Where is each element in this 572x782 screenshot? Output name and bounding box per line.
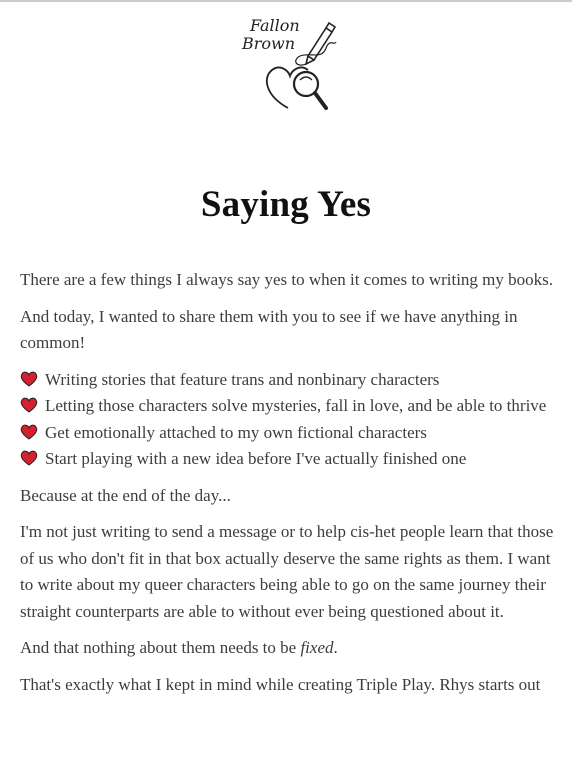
paragraph-3: Because at the end of the day...	[20, 485, 231, 505]
list-item-text: Writing stories that feature trans and nonbinary characters	[45, 369, 440, 389]
article-body	[20, 267, 562, 708]
paragraph-intro-2: And today, I wanted to share them with you to see if we have anything in common!	[20, 306, 518, 352]
paragraph-intro-1: There are a few things I always say yes to when it comes to writing my books.	[20, 270, 554, 289]
paragraph-5-start: And that nothing about them needs to be	[20, 638, 301, 657]
heart-icon	[20, 397, 38, 413]
list-item-text: Start playing with a new idea before I've actually finished one	[45, 449, 467, 468]
paragraph-5	[20, 635, 562, 662]
list-item	[20, 393, 562, 420]
list-item-text: Letting those characters solve mysteries, fall in love, and be able to thrive	[45, 396, 547, 415]
heart-icon	[20, 450, 38, 466]
list-item	[20, 446, 562, 473]
logo-text-first: Fallon	[250, 16, 300, 35]
list-item	[20, 420, 562, 447]
paragraph-5-end: .	[333, 638, 338, 657]
emphasis-fixed: fixed	[300, 638, 334, 657]
page-title: Saying Yes	[200, 184, 372, 225]
list-item	[20, 367, 562, 394]
paragraph-6: That's exactly what I kept in mind while creating Triple Play. Rhys starts out	[20, 674, 541, 694]
site-logo[interactable]	[236, 8, 340, 120]
list-item-text: Get emotionally attached to my own fictional characters	[45, 422, 427, 442]
heart-icon	[20, 371, 38, 387]
top-divider	[0, 0, 572, 2]
paragraph-4: I'm not just writing to send a message or to help cis-het people learn that those of us who don't fit in that box actually deserve the same rights as them. I want to write about my queer characters being able to go on the same journey their straight counterparts are able to without ever being questioned about it.	[20, 522, 554, 621]
logo-text-last: Brown	[242, 34, 296, 53]
yes-list	[20, 367, 562, 473]
heart-icon	[20, 424, 38, 440]
